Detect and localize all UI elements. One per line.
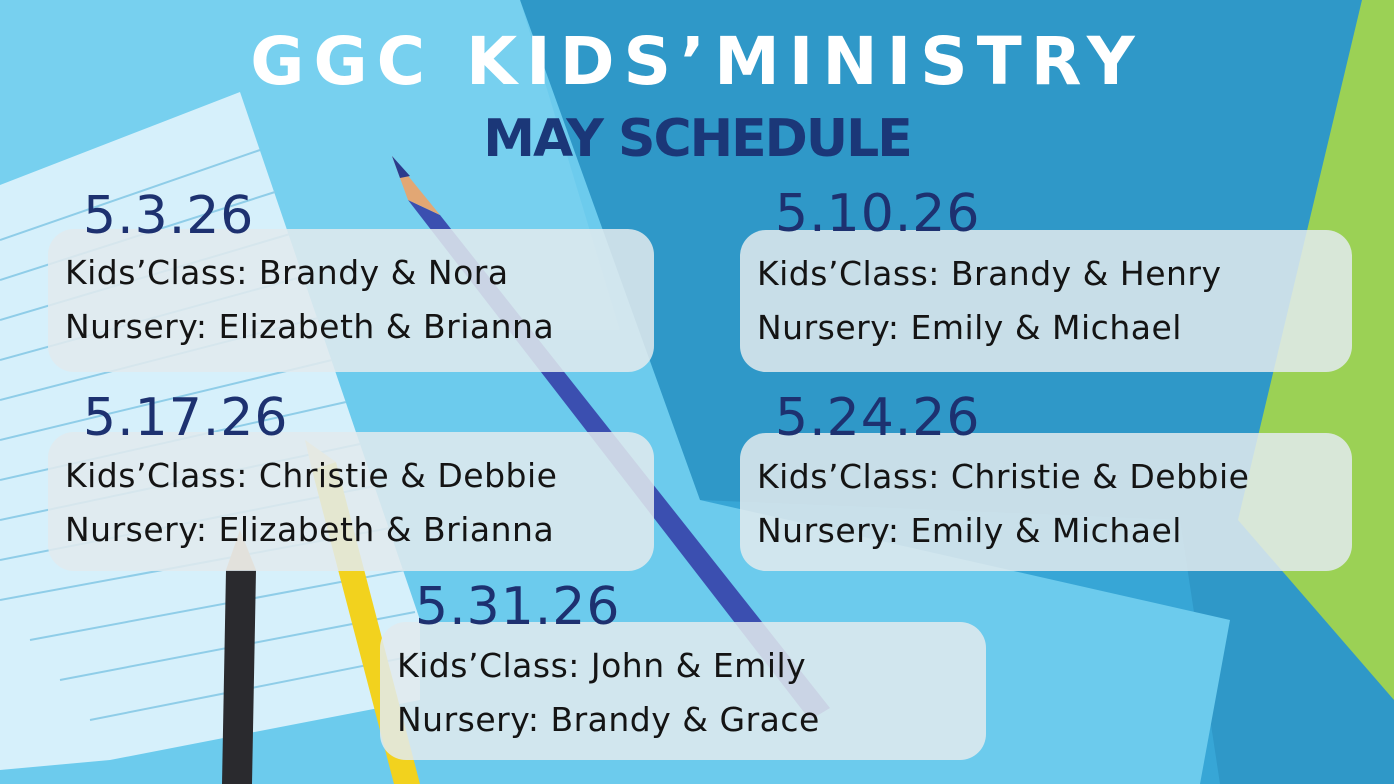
schedule-card — [740, 230, 1352, 372]
page-subtitle: MAY SCHEDULE — [483, 109, 911, 169]
nursery-assignment: Nursery: Elizabeth & Brianna — [65, 307, 555, 346]
schedule-date: 5.3.26 — [83, 186, 255, 246]
schedule-date: 5.31.26 — [415, 577, 621, 637]
nursery-assignment: Nursery: Brandy & Grace — [397, 700, 820, 739]
kids-class-assignment: Kids’Class: Christie & Debbie — [65, 456, 558, 495]
schedule-card — [48, 432, 654, 571]
schedule-card — [740, 433, 1352, 571]
schedule-date: 5.10.26 — [775, 184, 981, 244]
kids-class-assignment: Kids’Class: Brandy & Nora — [65, 253, 509, 292]
schedule-card — [380, 622, 986, 760]
nursery-assignment: Nursery: Emily & Michael — [757, 308, 1182, 347]
kids-class-assignment: Kids’Class: Christie & Debbie — [757, 457, 1250, 496]
page-title: GGC KIDS’MINISTRY — [250, 23, 1144, 100]
kids-class-assignment: Kids’Class: John & Emily — [397, 646, 807, 685]
schedule-date: 5.24.26 — [775, 388, 981, 448]
kids-class-assignment: Kids’Class: Brandy & Henry — [757, 254, 1222, 293]
nursery-assignment: Nursery: Emily & Michael — [757, 511, 1182, 550]
schedule-date: 5.17.26 — [83, 388, 289, 448]
schedule-card — [48, 229, 654, 372]
nursery-assignment: Nursery: Elizabeth & Brianna — [65, 510, 555, 549]
